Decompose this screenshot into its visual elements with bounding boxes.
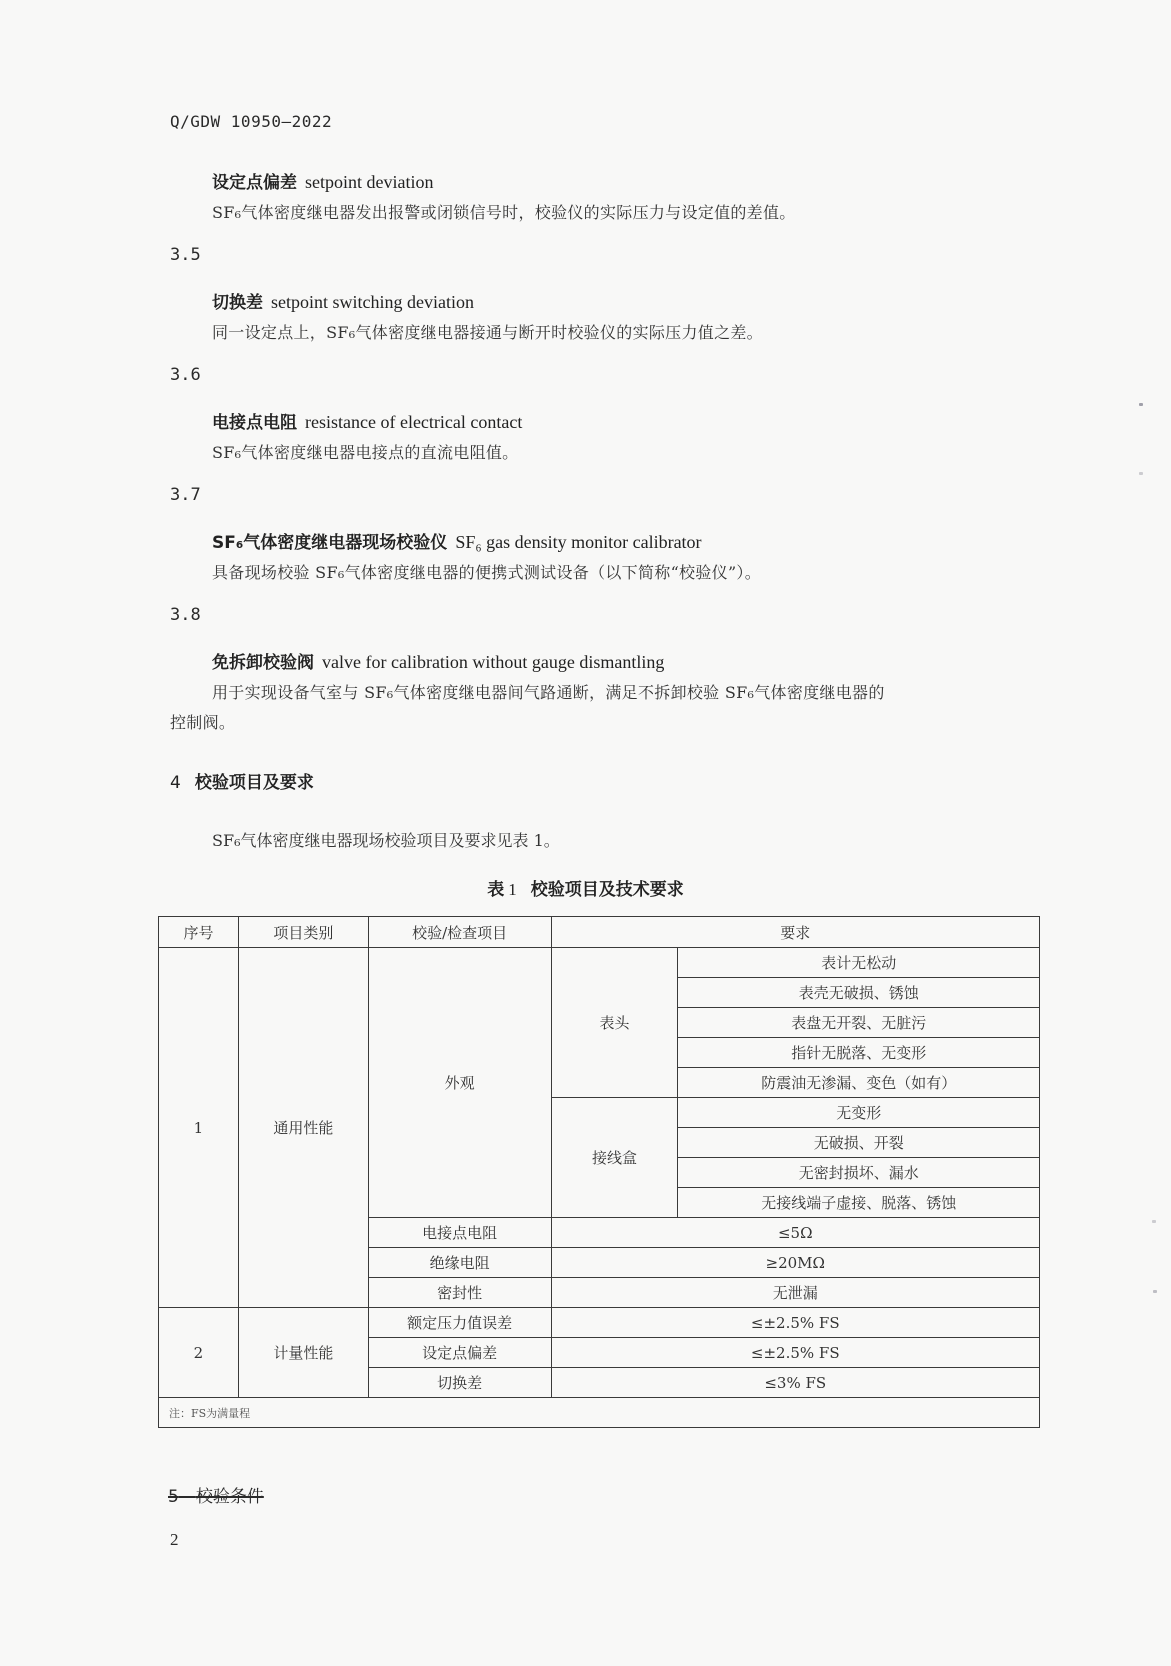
header-seq: 序号 (159, 917, 239, 948)
cell-requirement: ≥20MΩ (551, 1248, 1039, 1278)
term-title-zh: SF₆气体密度继电器现场校验仪 (212, 533, 448, 553)
header-item: 校验/检查项目 (368, 917, 551, 948)
term-title-zh: 切换差 (212, 293, 263, 313)
cell-requirement: 指针无脱落、无变形 (678, 1038, 1040, 1068)
cell-part: 接线盒 (551, 1098, 678, 1218)
term-definition-line2: 控制阀。 (170, 713, 236, 732)
term-definition: 具备现场校验 SF₆气体密度继电器的便携式测试设备（以下简称“校验仪”）。 (212, 563, 762, 582)
cell-item: 切换差 (368, 1368, 551, 1398)
term-title-en: valve for calibration without gauge dismantling (322, 652, 665, 672)
cell-item: 外观 (368, 948, 551, 1218)
term-title-zh: 免拆卸校验阀 (212, 653, 314, 673)
table-row (159, 948, 1040, 978)
section-heading-4 (170, 768, 314, 793)
section-title: 校验条件 (195, 1487, 264, 1507)
caption-title: 校验项目及技术要求 (530, 880, 684, 900)
term-title-en: setpoint switching deviation (271, 292, 474, 312)
term-definition-line1: 用于实现设备气室与 SF₆气体密度继电器间气路通断，满足不拆卸校验 SF₆气体密度继电器的 (212, 683, 885, 702)
cell-requirement: 表盘无开裂、无脏污 (678, 1008, 1040, 1038)
cell-item: 密封性 (368, 1278, 551, 1308)
term-title-switching-deviation (212, 288, 474, 313)
table-header-row (159, 917, 1040, 948)
term-title-en: resistance of electrical contact (305, 412, 523, 432)
section-title: 校验项目及要求 (194, 773, 314, 793)
cell-category: 计量性能 (238, 1308, 368, 1398)
section-heading-5-struck (168, 1482, 264, 1507)
cell-requirement: 防震油无渗漏、变色（如有） (678, 1068, 1040, 1098)
cell-requirement: 无变形 (678, 1098, 1040, 1128)
table-caption (0, 875, 1171, 900)
section-intro: SF₆气体密度继电器现场校验项目及要求见表 1。 (212, 831, 560, 850)
clause-number: 3.7 (170, 485, 201, 505)
cell-item: 设定点偏差 (368, 1338, 551, 1368)
section-number: 4 (170, 773, 181, 793)
term-title-en: setpoint deviation (305, 172, 434, 192)
cell-requirement: 表壳无破损、锈蚀 (678, 978, 1040, 1008)
term-definition: SF₆气体密度继电器发出报警或闭锁信号时，校验仪的实际压力与设定值的差值。 (212, 203, 796, 222)
term-title-calibration-valve (212, 648, 664, 673)
table-note: 注：FS为满量程 (159, 1398, 1040, 1428)
cell-requirement: 无接线端子虚接、脱落、锈蚀 (678, 1188, 1040, 1218)
cell-requirement: ≤3% FS (551, 1368, 1039, 1398)
cell-requirement: ≤±2.5% FS (551, 1308, 1039, 1338)
cell-part: 表头 (551, 948, 678, 1098)
clause-number: 3.5 (170, 245, 201, 265)
cell-item: 额定压力值误差 (368, 1308, 551, 1338)
cell-requirement: 无破损、开裂 (678, 1128, 1040, 1158)
cell-seq: 2 (159, 1308, 239, 1398)
table-note-row (159, 1398, 1040, 1428)
clause-number: 3.8 (170, 605, 201, 625)
caption-number: 1 (508, 880, 517, 899)
term-title-calibrator (212, 528, 702, 553)
cell-category: 通用性能 (238, 948, 368, 1308)
term-title-contact-resistance (212, 408, 522, 433)
cell-item: 绝缘电阻 (368, 1248, 551, 1278)
term-title-zh: 设定点偏差 (212, 173, 297, 193)
term-title-en: SF₆ gas density monitor calibrator (455, 532, 702, 552)
strike-gap (179, 1487, 196, 1507)
term-definition: SF₆气体密度继电器电接点的直流电阻值。 (212, 443, 519, 462)
cell-requirement: 表计无松动 (678, 948, 1040, 978)
standard-code: Q/GDW 10950—2022 (170, 112, 333, 131)
requirements-table (158, 916, 1040, 1428)
scan-speck (1152, 1220, 1156, 1223)
term-title-zh: 电接点电阻 (212, 413, 297, 433)
section-number: 5 (168, 1487, 179, 1507)
table-row (159, 1308, 1040, 1338)
page-number: 2 (170, 1530, 179, 1549)
header-requirement: 要求 (551, 917, 1039, 948)
cell-requirement: 无泄漏 (551, 1278, 1039, 1308)
scan-speck (1153, 1290, 1157, 1293)
cell-seq: 1 (159, 948, 239, 1308)
scan-speck (1139, 472, 1143, 475)
cell-requirement: ≤±2.5% FS (551, 1338, 1039, 1368)
scan-speck (1139, 403, 1143, 406)
cell-item: 电接点电阻 (368, 1218, 551, 1248)
caption-prefix: 表 (487, 880, 505, 900)
term-title-setpoint-deviation (212, 168, 433, 193)
cell-requirement: 无密封损坏、漏水 (678, 1158, 1040, 1188)
cell-requirement: ≤5Ω (551, 1218, 1039, 1248)
header-category: 项目类别 (238, 917, 368, 948)
term-definition: 同一设定点上，SF₆气体密度继电器接通与断开时校验仪的实际压力值之差。 (212, 323, 763, 342)
clause-number: 3.6 (170, 365, 201, 385)
